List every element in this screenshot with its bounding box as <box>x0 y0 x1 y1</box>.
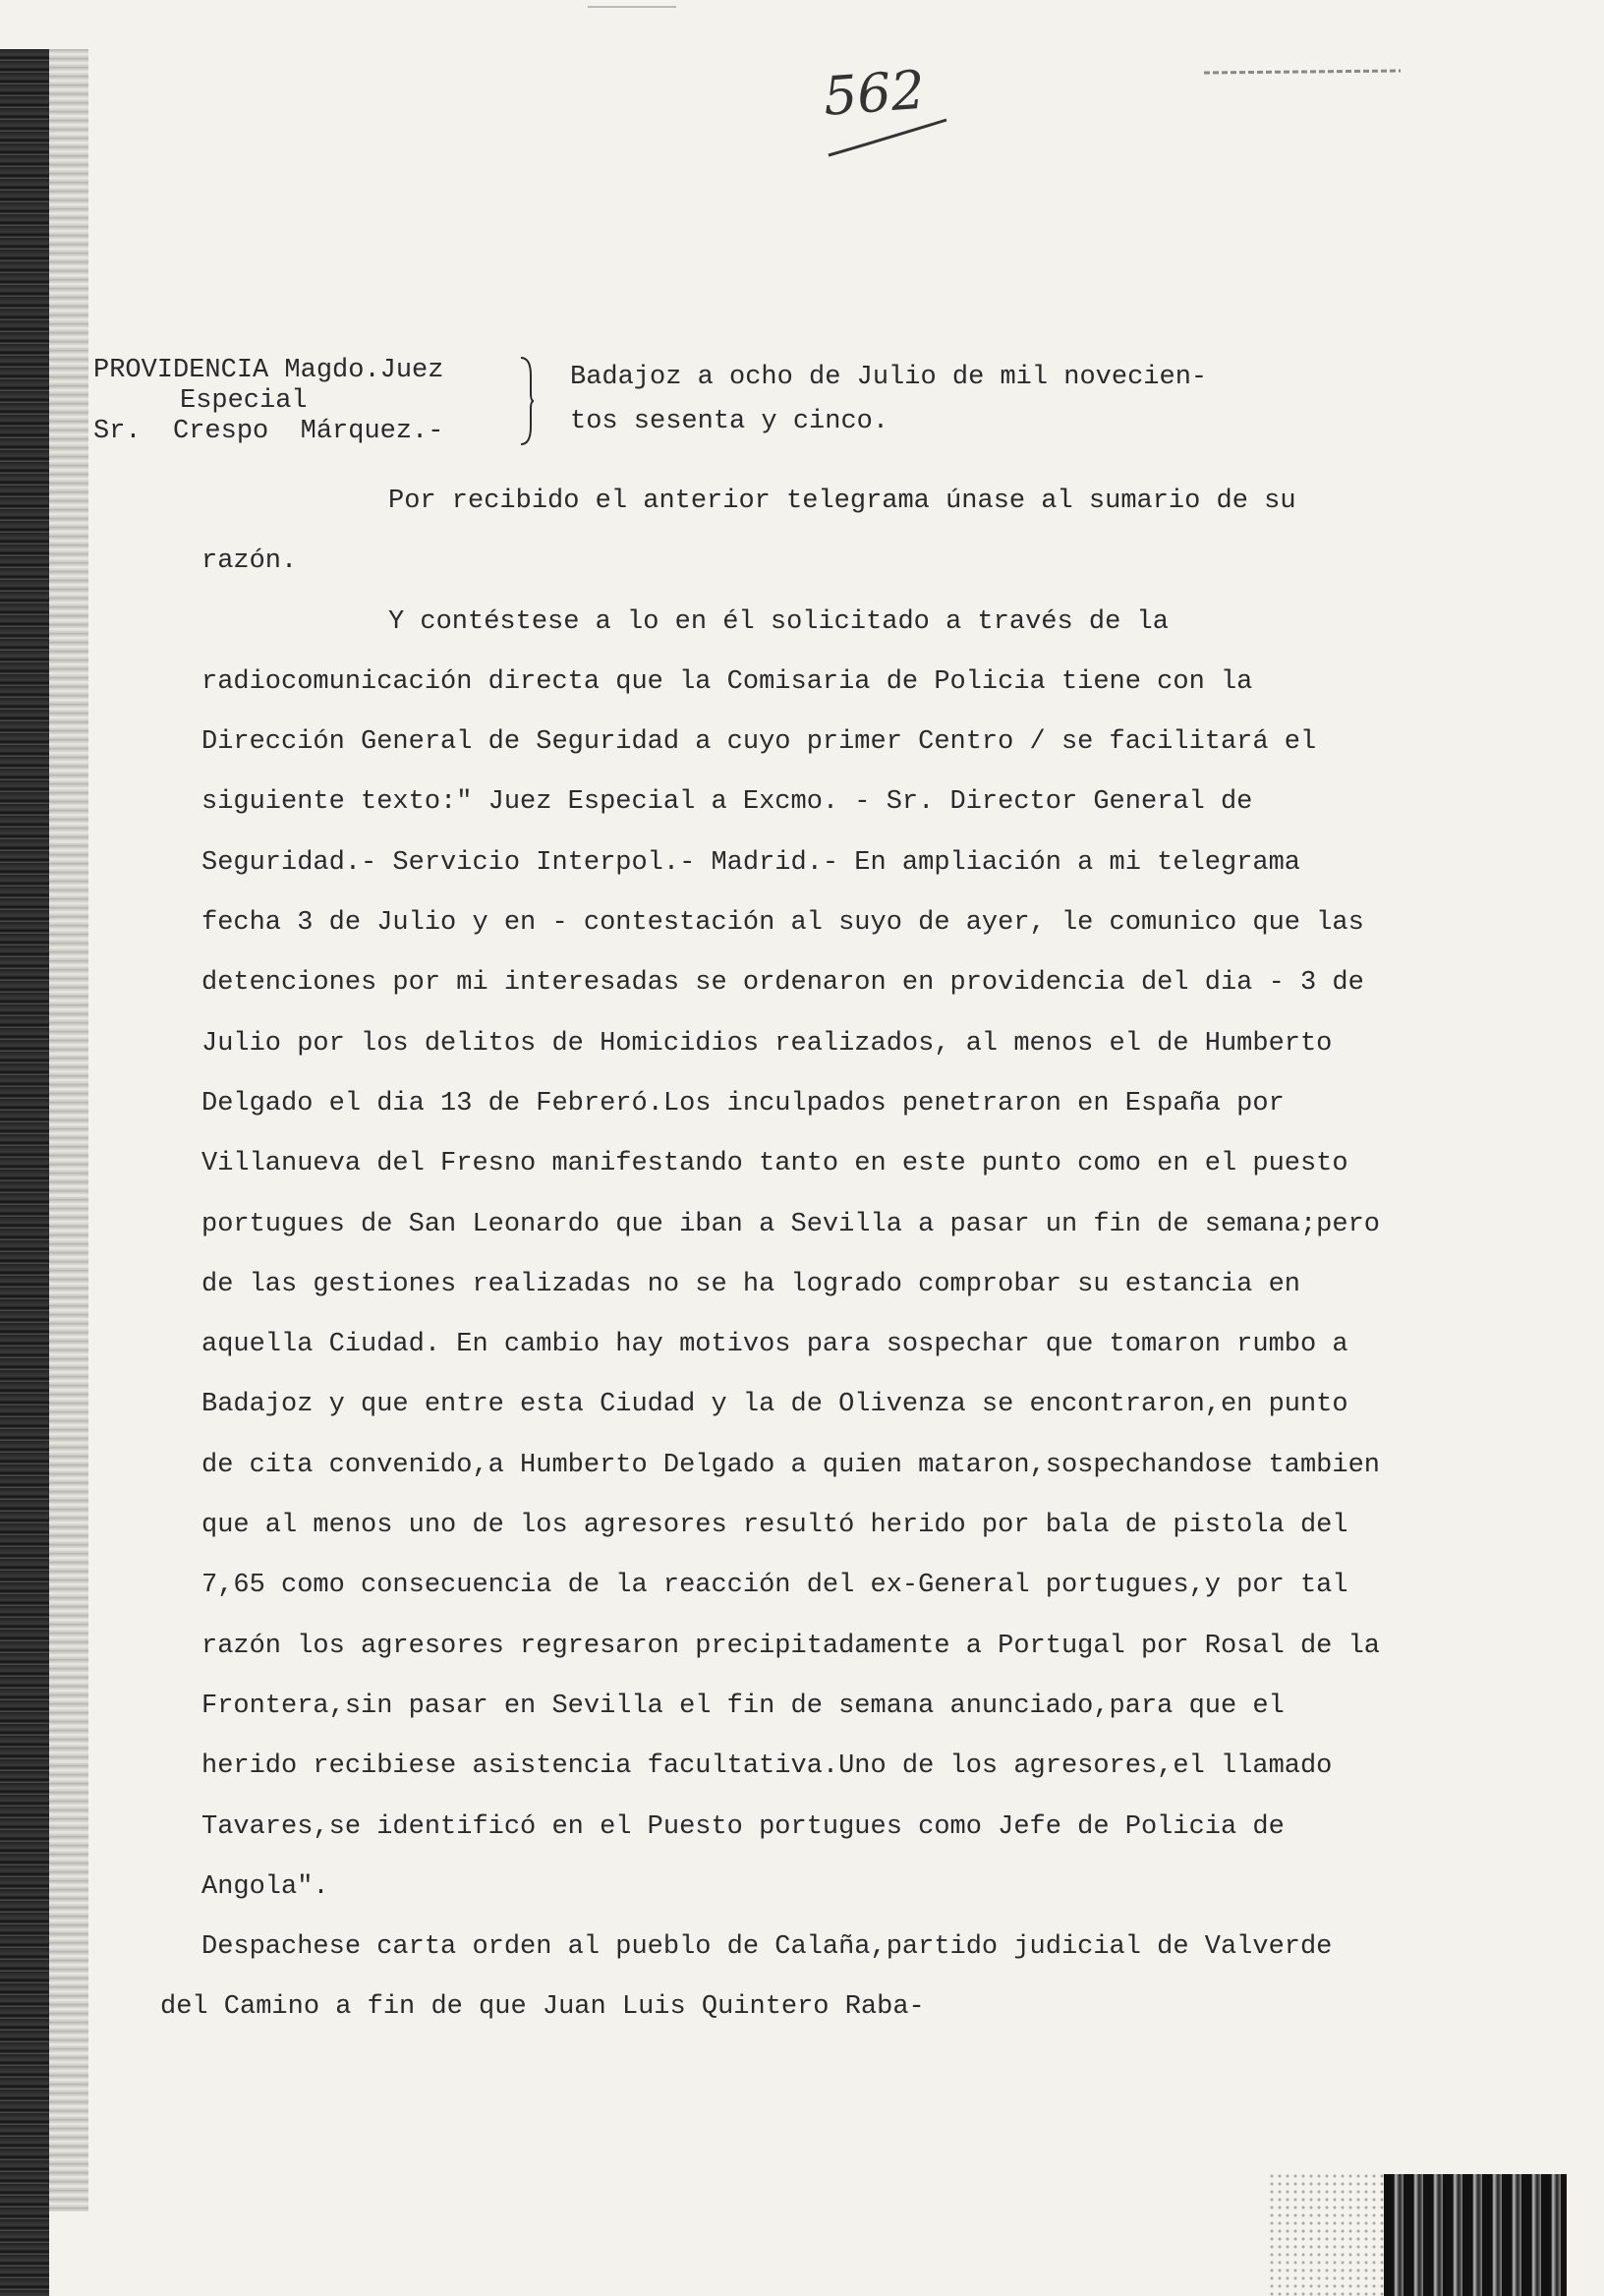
paragraph-1: Por recibido el anterior telegrama únase al sumario de su razón. <box>201 487 1296 577</box>
paragraph-3: Despachese carta orden al pueblo de Calaña,partido judicial de Valverde del Camino a fin de que Juan Luis Quintero Raba- <box>160 1932 1333 2023</box>
header-brace <box>519 356 535 446</box>
stamp-noise <box>1268 2172 1386 2296</box>
document-body <box>160 472 1396 2038</box>
corner-stamp <box>1384 2174 1567 2296</box>
folio-flourish <box>824 118 951 157</box>
binding-shadow <box>0 49 49 2296</box>
header-especial: Especial <box>180 386 308 416</box>
folio-number: 562 <box>821 58 927 128</box>
scan-artifact <box>588 6 676 8</box>
header-date-line1: Badajoz a ocho de Julio de mil novecien- <box>570 363 1208 392</box>
header-providencia: PROVIDENCIA Magdo.Juez <box>93 356 444 385</box>
header-judge-name: Sr. Crespo Márquez.- <box>93 417 444 446</box>
header-right-block <box>570 356 1396 444</box>
corner-scan-mark <box>1204 67 1401 83</box>
header-left-block <box>93 356 526 447</box>
binding-edge-texture <box>49 49 88 2211</box>
paragraph-2: Y contéstese a lo en él solicitado a través de la radiocomunicación directa que la Comisaria de Policia tiene con la Dirección General de Seguridad a cuyo primer Centro / se facilitará el siguiente texto:" Juez Especial a Excmo. - Sr. Director General de Seguridad.- Servicio Interpol.- Madrid.- En ampliación a mi telegrama fecha 3 de Julio y en - contestación al suyo de ayer, le comunico que las detenciones por mi interesadas se ordenaron en providencia del dia - 3 de Julio por los delitos de Homicidios realizados, al menos el de Humberto Delgado el dia 13 de Febreró.Los inculpados penetraron en España por Villanueva del Fresno manifestando tanto en este punto como en el puesto portugues de San Leonardo que iban a Sevilla a pasar un fin de semana;pero de las gestiones realizadas no se ha logrado comprobar su estancia en aquella Ciudad. En cambio hay motivos para sospechar que tomaron rumbo a Badajoz y que entre esta Ciudad y la de Olivenza se encontraron,en punto de cita convenido,a Humberto Delgado a quien mataron,sospechandose tambien que al menos uno de los agresores resultó herido por bala de pistola del 7,65 como consecuencia de la reacción del ex-General portugues,y por tal razón los agresores regresaron precipitadamente a Portugal por Rosal de la Frontera,sin pasar en Sevilla el fin de semana anunciado,para que el herido recibiese asistencia facultativa.Uno de los agresores,el llamado Tavares,se identificó en el Puesto portugues como Jefe de Policia de Angola". <box>201 606 1380 1902</box>
header-date-line2: tos sesenta y cinco. <box>570 407 889 436</box>
